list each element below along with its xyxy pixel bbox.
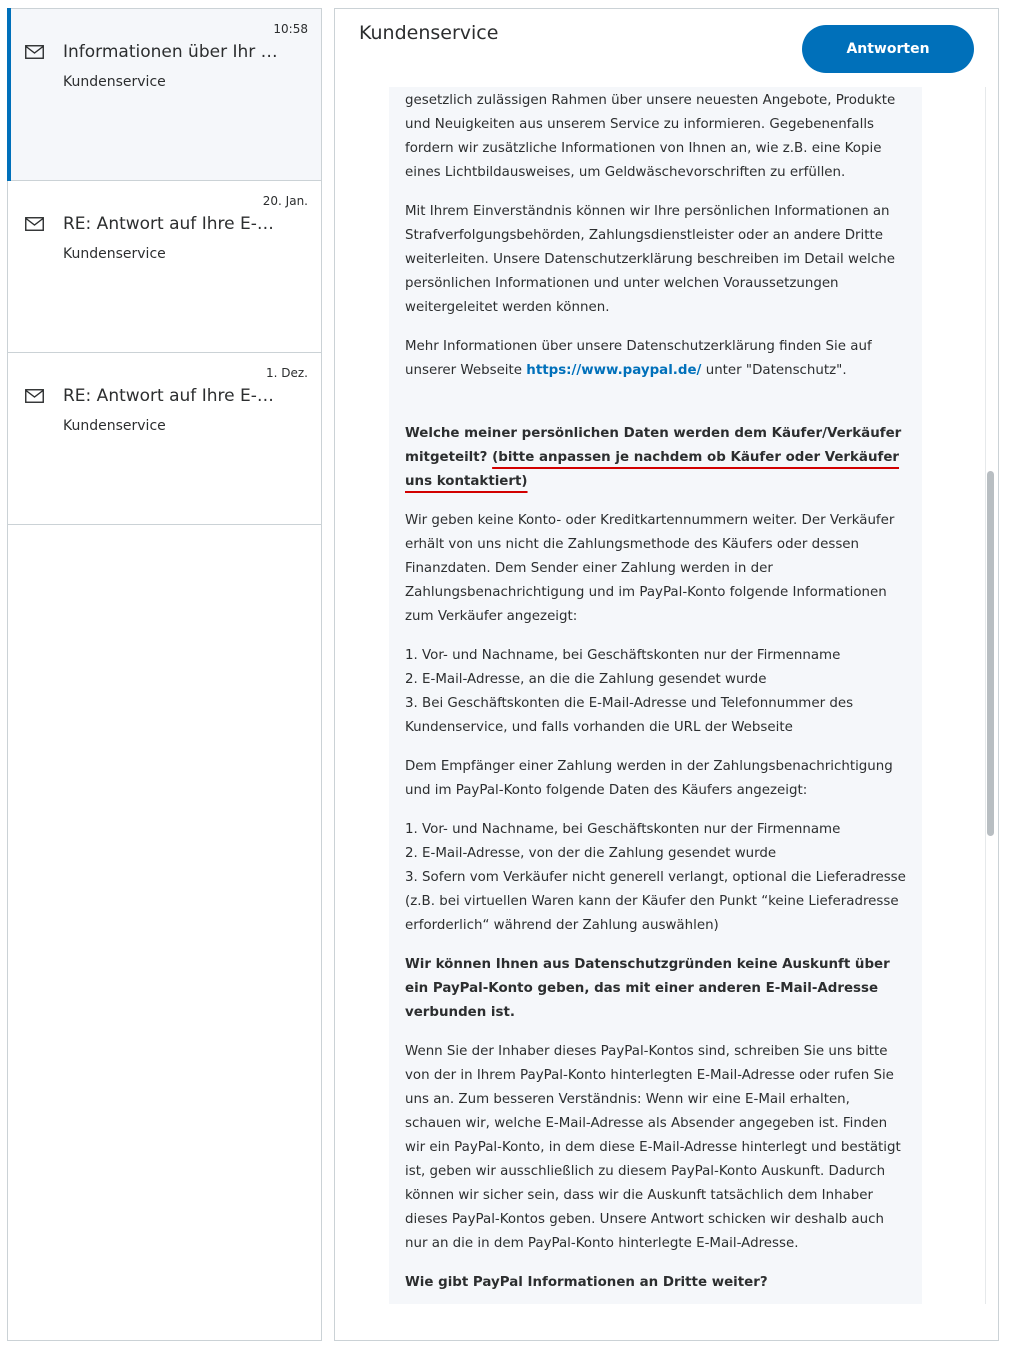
message-subject: Informationen über Ihr … [63, 42, 278, 62]
scrollbar-thumb[interactable] [987, 471, 994, 836]
message-list-item[interactable] [8, 353, 321, 525]
heading-text: Welche meiner persönlichen Daten werden dem Käufer/Verkäufer mitgeteilt? [405, 426, 902, 465]
message-sender: Kundenservice [63, 74, 166, 90]
message-date: 10:58 [273, 22, 308, 36]
reply-button[interactable]: Antworten [802, 25, 974, 73]
list-item: 1. Vor- und Nachname, bei Geschäftskonten nur der Firmenname [405, 648, 841, 663]
conversation-title: Kundenservice [359, 22, 499, 44]
envelope-icon [25, 389, 44, 403]
message-list-item[interactable] [8, 9, 321, 181]
scrollbar-track[interactable] [985, 87, 986, 1304]
message-list-item[interactable] [8, 181, 321, 353]
body-paragraph: Dem Empfänger einer Zahlung werden in der Zahlungsbenachrichtigung und im PayPal-Konto folgende Daten des Käufers angezeigt: [405, 759, 893, 798]
section-heading: Wie gibt PayPal Informationen an Dritte weiter? [405, 1275, 768, 1290]
body-text: unter "Datenschutz". [701, 363, 847, 378]
list-item: 2. E-Mail-Adresse, an die die Zahlung gesendet wurde [405, 672, 767, 687]
body-paragraph [405, 335, 910, 383]
message-detail-pane [334, 8, 999, 1341]
section-heading [405, 422, 910, 494]
message-subject: RE: Antwort auf Ihre E-… [63, 214, 274, 234]
list-item: 2. E-Mail-Adresse, von der die Zahlung gesendet wurde [405, 846, 777, 861]
body-text: Mehr Informationen über unsere Datenschutzerklärung finden Sie auf unserer Webseite [405, 339, 872, 378]
section-heading: Wir können Ihnen aus Datenschutzgründen keine Auskunft über ein PayPal-Konto geben, das mit einer anderen E-Mail-Adresse verbunden ist. [405, 957, 890, 1020]
message-date: 1. Dez. [266, 366, 308, 380]
body-paragraph: Wenn Sie der Inhaber dieses PayPal-Kontos sind, schreiben Sie uns bitte von der in Ihrem PayPal-Konto hinterlegten E-Mail-Adresse oder rufen Sie uns an. Zum besseren Verständnis: Wenn wir eine E-Mail erhalten, schauen wir, welche E-Mail-Adresse als Absender angegeben ist. Finden wir ein PayPal-Konto, in dem diese E-Mail-Adresse hinterlegt und bestätigt ist, geben wir ausschließlich zu diesem PayPal-Konto Auskunft. Dadurch können wir sicher sein, dass wir die Auskunft tatsächlich dem Inhaber dieses PayPal-Kontos geben. Unsere Antwort schicken wir deshalb auch nur an die in dem PayPal-Konto hinterlegte E-Mail-Adresse. [405, 1044, 901, 1251]
message-subject: RE: Antwort auf Ihre E-… [63, 386, 274, 406]
numbered-list [405, 818, 910, 938]
envelope-icon [25, 217, 44, 231]
message-list [7, 8, 322, 1341]
body-paragraph: gesetzlich zulässigen Rahmen über unsere neuesten Angebote, Produkte und Neuigkeiten aus unserem Service zu informieren. Gegebenenfalls fordern wir zusätzliche Informationen von Ihnen an, wie z.B. eine Kopie eines Lichtbildausweises, um Geldwäschevorschriften zu erfüllen. [405, 93, 896, 180]
message-date: 20. Jan. [262, 194, 308, 208]
message-body[interactable] [389, 87, 922, 1304]
list-item: 1. Vor- und Nachname, bei Geschäftskonten nur der Firmenname [405, 822, 841, 837]
list-item: 3. Bei Geschäftskonten die E-Mail-Adresse und Telefonnummer des Kundenservice, und falls vorhanden die URL der Webseite [405, 696, 854, 735]
message-sender: Kundenservice [63, 418, 166, 434]
numbered-list [405, 644, 910, 740]
annotated-text: (bitte anpassen je nachdem ob Käufer oder Verkäufer uns kontaktiert) [405, 450, 900, 489]
paypal-link[interactable]: https://www.paypal.de/ [526, 363, 702, 378]
body-paragraph: Wir geben keine Konto- oder Kreditkartennummern weiter. Der Verkäufer erhält von uns nicht die Zahlungsmethode des Käufers oder dessen Finanzdaten. Dem Sender einer Zahlung werden in der Zahlungsbenachrichtigung und im PayPal-Konto folgende Informationen zum Verkäufer angezeigt: [405, 513, 895, 624]
body-paragraph: Mit Ihrem Einverständnis können wir Ihre persönlichen Informationen an Strafverfolgungsbehörden, Zahlungsdienstleister oder an andere Dritte weiterleiten. Unsere Datenschutzerklärung beschreiben im Detail welche persönlichen Informationen und unter welchen Voraussetzungen weitergeleitet werden können. [405, 204, 895, 315]
list-item: 3. Sofern vom Verkäufer nicht generell verlangt, optional die Lieferadresse (z.B. bei virtuellen Waren kann der Käufer den Punkt “keine Lieferadresse erforderlich“ während der Zahlung auswählen) [405, 870, 906, 933]
message-sender: Kundenservice [63, 246, 166, 262]
envelope-icon [25, 45, 44, 59]
